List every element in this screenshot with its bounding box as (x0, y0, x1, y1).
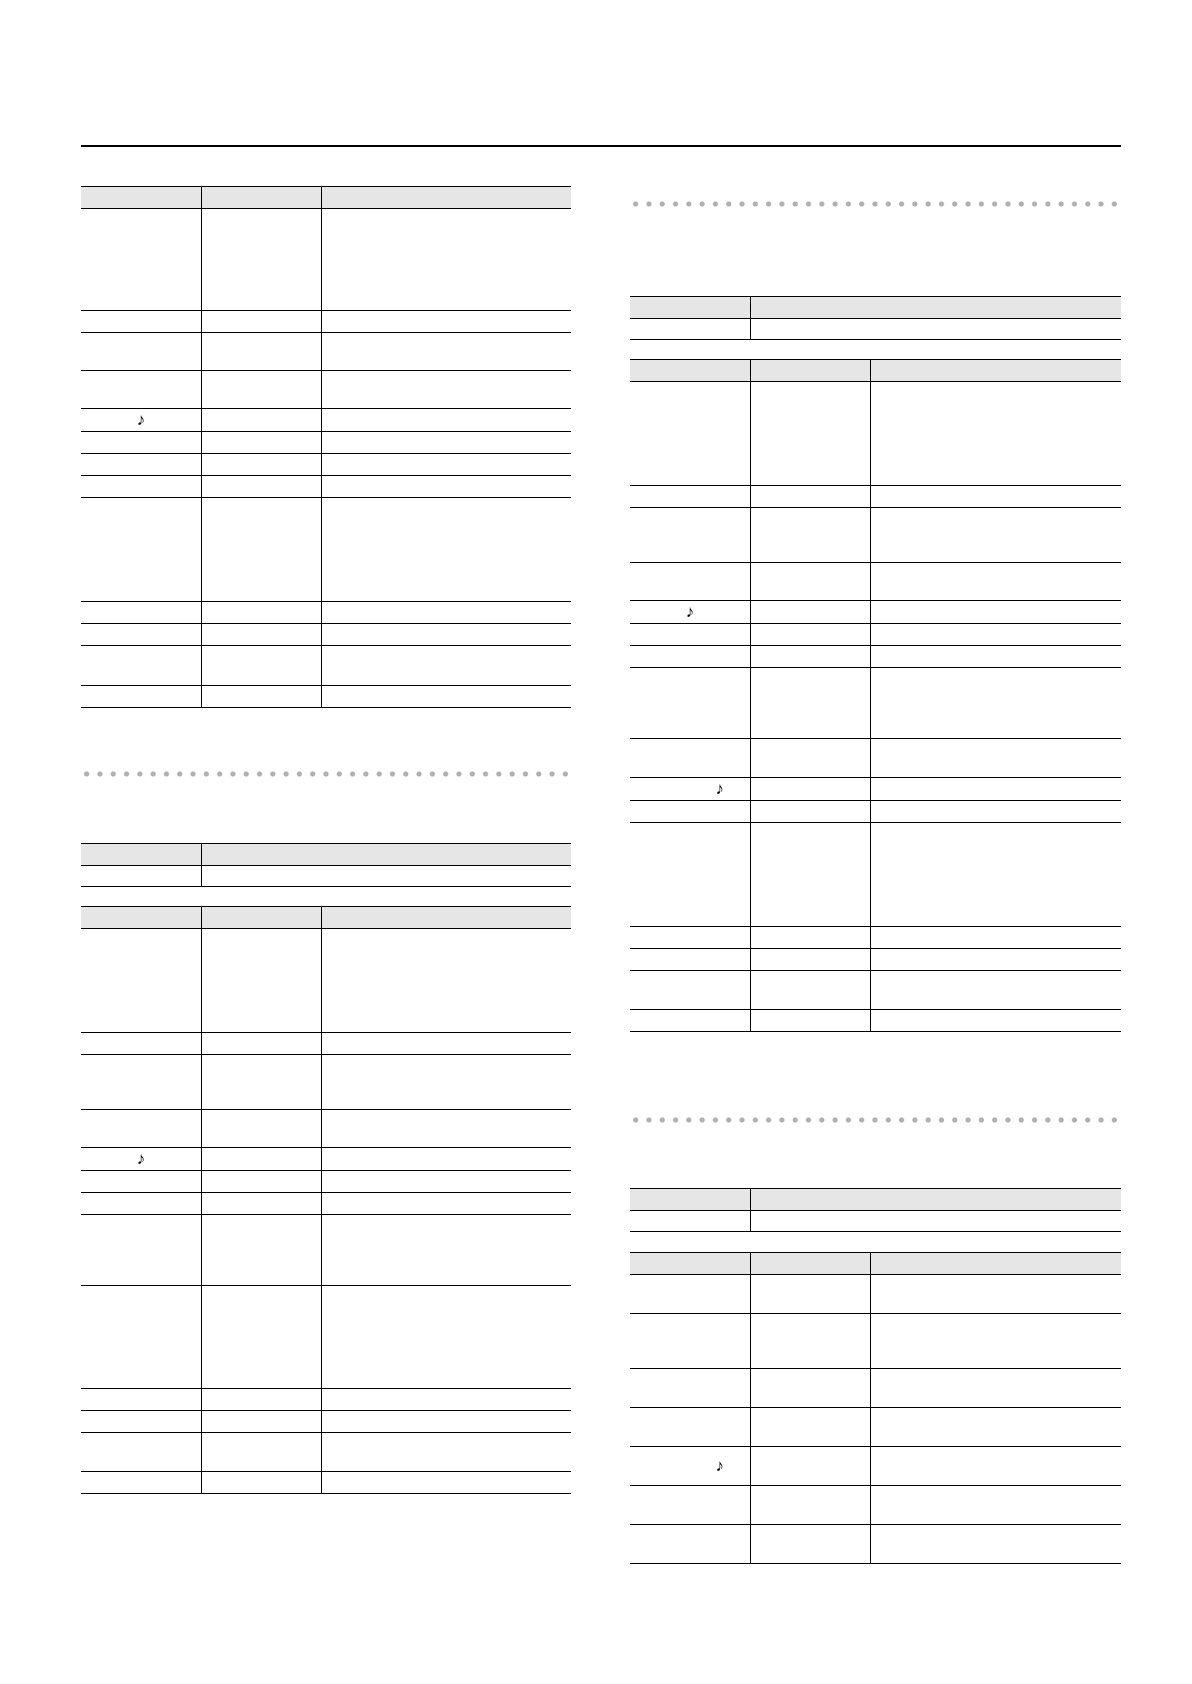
table-row (630, 1369, 1121, 1408)
eighth-note-icon: ♪ (81, 409, 202, 432)
dotted-separator-icon (80, 771, 572, 777)
table-row (630, 1314, 1121, 1369)
table-row (81, 1389, 571, 1411)
table-header-row (630, 1189, 1121, 1211)
table-row (630, 1447, 1121, 1486)
table-row (630, 739, 1121, 778)
table-row (81, 209, 571, 311)
table-row (81, 866, 571, 887)
table-row (630, 1408, 1121, 1447)
left-param-table-1 (81, 186, 571, 708)
table-row (630, 1211, 1121, 1232)
table-row (81, 1411, 571, 1433)
table-header-row (81, 844, 571, 866)
table-header-row (630, 1253, 1121, 1275)
table-row (630, 971, 1121, 1010)
table-header-row (81, 187, 571, 209)
table-row (630, 927, 1121, 949)
table-row (81, 409, 571, 432)
table-header-row (630, 360, 1121, 382)
eighth-note-icon: ♪ (630, 601, 751, 624)
table-row (630, 668, 1121, 739)
table-row (630, 1486, 1121, 1525)
table-row (81, 432, 571, 454)
table-header-row (630, 297, 1121, 319)
table-row (81, 1433, 571, 1472)
eighth-note-icon: ♪ (81, 1148, 202, 1171)
table-row (630, 624, 1121, 646)
table-row (630, 949, 1121, 971)
table-row (630, 1010, 1121, 1032)
eighth-note-icon: ♪ (630, 778, 751, 801)
table-row (81, 1110, 571, 1148)
table-row (630, 801, 1121, 823)
table-row (630, 563, 1121, 601)
table-row (81, 646, 571, 686)
table-row (630, 382, 1121, 486)
table-row (81, 371, 571, 409)
table-row (81, 1148, 571, 1171)
table-row (81, 333, 571, 371)
table-row (81, 454, 571, 476)
table-row (630, 486, 1121, 508)
right-param-table-1 (630, 359, 1121, 1032)
right-param-table-2 (630, 1252, 1121, 1564)
table-row (81, 476, 571, 498)
table-row (81, 1472, 571, 1494)
table-row (81, 1171, 571, 1193)
table-row (81, 1193, 571, 1215)
left-param-table-2 (81, 906, 571, 1494)
table-row (81, 1055, 571, 1110)
table-row (630, 601, 1121, 624)
table-row (81, 498, 571, 602)
table-row (81, 1286, 571, 1389)
table-row (81, 1033, 571, 1055)
table-row (630, 823, 1121, 927)
right-type-table-2 (630, 1188, 1121, 1232)
table-row (81, 311, 571, 333)
table-row (630, 1275, 1121, 1314)
table-row (81, 686, 571, 708)
table-row (81, 929, 571, 1033)
dotted-separator-icon (629, 201, 1123, 207)
table-row (630, 778, 1121, 801)
header-rule (81, 145, 1121, 147)
table-row (81, 602, 571, 624)
table-header-row (81, 907, 571, 929)
table-row (81, 624, 571, 646)
eighth-note-icon: ♪ (630, 1447, 751, 1486)
table-row (630, 319, 1121, 340)
table-row (630, 508, 1121, 563)
table-row (81, 1215, 571, 1286)
table-row (630, 1525, 1121, 1564)
dotted-separator-icon (629, 1117, 1123, 1123)
left-type-table-2 (81, 843, 571, 887)
table-row (630, 646, 1121, 668)
right-type-table-1 (630, 296, 1121, 340)
